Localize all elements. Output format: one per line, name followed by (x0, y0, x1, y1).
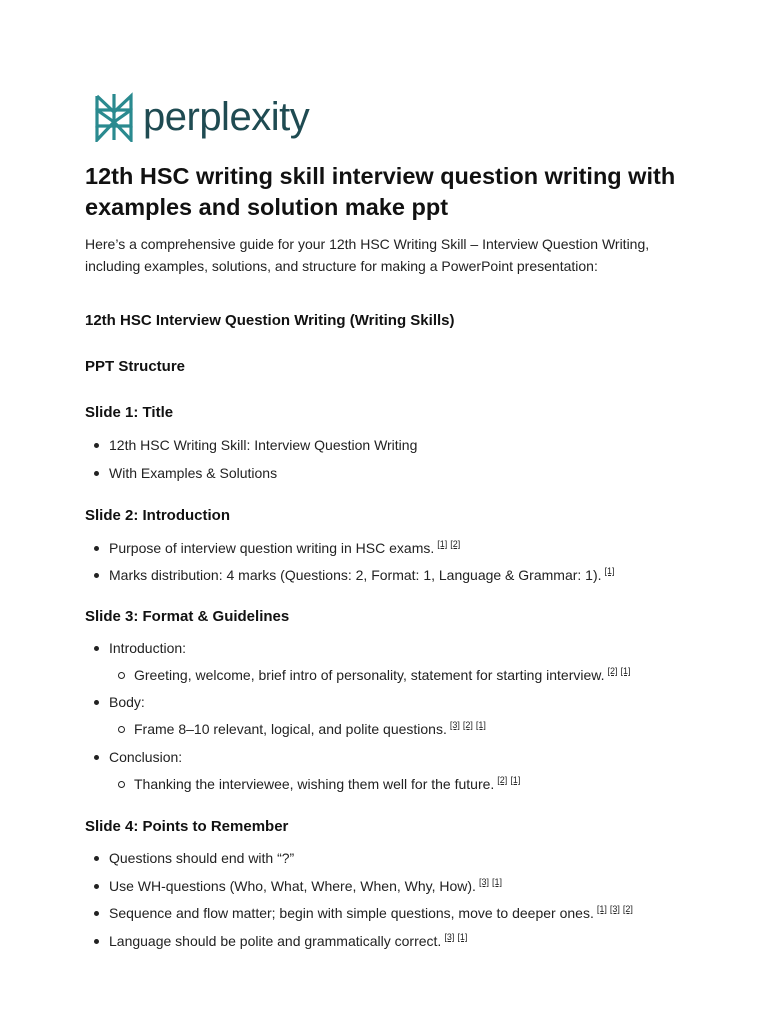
bullet (94, 884, 99, 889)
bullet (94, 443, 99, 448)
list-item-text: Thanking the interviewee, wishing them well for the future. (134, 776, 495, 792)
list-item-text: Questions should end with “?” (109, 850, 295, 866)
citation-link[interactable]: [1] (604, 566, 615, 577)
bullet (94, 573, 99, 578)
citation-link[interactable]: [2] (462, 720, 473, 731)
citation-link[interactable]: [2] (450, 539, 461, 550)
slide-1-heading: Slide 1: Title (85, 404, 174, 421)
citation-link[interactable]: [2] (497, 775, 508, 786)
ppt-structure-heading: PPT Structure (85, 358, 186, 375)
citation-link[interactable]: [2] (622, 904, 633, 915)
citation-link[interactable]: [1] (437, 539, 448, 550)
bullet (94, 755, 99, 760)
list-item (109, 464, 277, 482)
citation-link[interactable]: [1] (620, 666, 631, 677)
citation-link[interactable]: [2] (607, 666, 618, 677)
bullet (94, 471, 99, 476)
citation-link[interactable]: [1] (457, 932, 468, 943)
bullet-circle (118, 672, 125, 679)
bullet (94, 646, 99, 651)
sub-list-item (134, 720, 486, 738)
list-item-text: Greeting, welcome, brief intro of personality, statement for starting interview. (134, 667, 605, 683)
bullet (94, 939, 99, 944)
section-heading: 12th HSC Interview Question Writing (Writing Skills) (85, 312, 455, 329)
sub-list-item (134, 666, 631, 684)
list-item (109, 748, 182, 766)
citation-link[interactable]: [3] (444, 932, 455, 943)
list-item-text: Sequence and flow matter; begin with simple questions, move to deeper ones. (109, 905, 594, 921)
citation-link[interactable]: [1] (510, 775, 521, 786)
list-item-text: Marks distribution: 4 marks (Questions: 2, Format: 1, Language & Grammar: 1). (109, 567, 602, 583)
citation-link[interactable]: [3] (449, 720, 460, 731)
slide-4-heading: Slide 4: Points to Remember (85, 818, 289, 835)
page-title: 12th HSC writing skill interview question writing with examples and solution make ppt (85, 163, 676, 220)
sub-list-item (134, 775, 520, 793)
list-item (109, 566, 615, 584)
list-item (109, 904, 633, 922)
citation-link[interactable]: [1] (475, 720, 486, 731)
list-item (109, 849, 294, 867)
intro-paragraph: Here’s a comprehensive guide for your 12th HSC Writing Skill – Interview Question Writing, including examples, solutions, and structure for making a PowerPoint presentation: (85, 236, 650, 274)
bullet (94, 546, 99, 551)
list-item (109, 639, 186, 657)
list-item-text: Body: (109, 694, 145, 710)
slide-3-heading: Slide 3: Format & Guidelines (85, 608, 290, 625)
list-item-text: 12th HSC Writing Skill: Interview Question Writing (109, 437, 418, 453)
list-item (109, 436, 417, 454)
citation-link[interactable]: [1] (491, 877, 502, 888)
bullet-circle (118, 781, 125, 788)
bullet (94, 911, 99, 916)
list-item-text: Use WH-questions (Who, What, Where, When, Why, How). (109, 878, 476, 894)
list-item (109, 693, 145, 711)
citation-link[interactable]: [3] (609, 904, 620, 915)
bullet (94, 700, 99, 705)
list-item-text: Language should be polite and grammatically correct. (109, 933, 442, 949)
list-item (109, 932, 467, 950)
bullet-circle (118, 726, 125, 733)
list-item (109, 877, 502, 895)
slide-2-heading: Slide 2: Introduction (85, 507, 230, 524)
perplexity-logo-icon (93, 92, 135, 142)
list-item-text: Introduction: (109, 640, 187, 656)
list-item-text: With Examples & Solutions (109, 465, 278, 481)
bullet (94, 856, 99, 861)
perplexity-logo (93, 92, 309, 142)
brand-name: perplexity (143, 95, 310, 139)
list-item-text: Purpose of interview question writing in HSC exams. (109, 540, 435, 556)
list-item-text: Frame 8–10 relevant, logical, and polite questions. (134, 721, 447, 737)
citation-link[interactable]: [3] (478, 877, 489, 888)
list-item-text: Conclusion: (109, 749, 183, 765)
citation-link[interactable]: [1] (596, 904, 607, 915)
list-item (109, 539, 460, 557)
